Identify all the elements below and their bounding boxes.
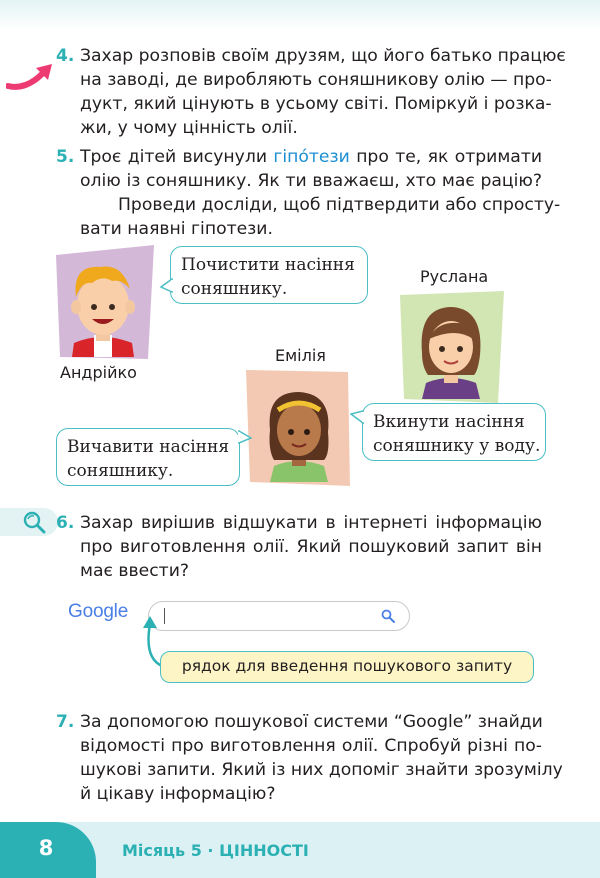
task-text-line: на заводі, де виробляють соняшникову олію — про-	[80, 70, 552, 90]
task-number: 5.	[56, 147, 75, 167]
andriyko-speech-bubble	[170, 246, 368, 304]
task-text-line: й цікаву інформацію?	[80, 784, 276, 804]
glossary-term: гіпо́тези	[273, 147, 350, 167]
task-text-line: олію із соняшнику. Як ти вважаєш, хто має рацію?	[80, 171, 542, 191]
task-number: 6.	[56, 513, 75, 533]
google-logo-text: Google	[68, 601, 129, 622]
task-text-line	[80, 145, 542, 169]
emilia-portrait	[246, 370, 352, 486]
task-number: 4.	[56, 46, 75, 66]
bubble-tail	[238, 430, 252, 446]
search-icon[interactable]	[381, 609, 395, 623]
search-hint-label: рядок для введення пошукового запиту	[160, 651, 534, 683]
andriyko-portrait	[52, 245, 156, 361]
emilia-name: Емілія	[275, 346, 326, 365]
task-6	[56, 511, 542, 583]
task-4	[56, 44, 566, 140]
task-number: 7.	[56, 712, 75, 732]
text-fragment: Троє дітей висунули	[80, 147, 274, 167]
task-text-line: Проведи досліди, щоб підтвердити або спросту-	[118, 195, 561, 215]
andriyko-name: Андрійко	[60, 363, 137, 382]
ruslana-speech-bubble	[362, 403, 546, 461]
search-input[interactable]	[148, 601, 410, 631]
task-text-line: вати наявні гіпотези.	[80, 219, 273, 239]
task-5	[56, 145, 561, 241]
task-text-line: про виготовлення олії. Який пошуковий запит він	[80, 537, 542, 557]
bubble-line: Вкинути насіння	[373, 412, 525, 432]
task-text-line: має ввести?	[80, 561, 189, 581]
ruslana-portrait	[400, 291, 504, 403]
ruslana-name: Руслана	[420, 267, 489, 286]
text-fragment: про те, як отримати	[349, 147, 543, 167]
emilia-speech-bubble	[56, 428, 240, 486]
google-logo	[68, 601, 128, 623]
bubble-line: Вичавити насіння	[67, 437, 230, 457]
task-text-line: дукт, який цінують в усьому світі. Поміркуй і розка-	[80, 94, 552, 114]
task-7	[56, 710, 563, 806]
bubble-line: Почистити насіння	[181, 255, 355, 275]
footer-title: Місяць 5 · ЦІННОСТІ	[122, 841, 309, 860]
page-number: 8	[38, 836, 54, 860]
task-text-line: Захар вирішив відшукати в інтернеті інформацію	[80, 513, 542, 533]
bubble-line: соняшнику.	[181, 279, 288, 299]
top-shade	[0, 0, 600, 30]
bubble-tail	[160, 278, 174, 294]
bubble-line: соняшнику.	[67, 461, 174, 481]
magnifier-icon	[22, 510, 46, 534]
task-text-line: шукові запити. Який із них допоміг знайти зрозумілу	[80, 760, 563, 780]
bubble-line: соняшнику у воду.	[373, 436, 541, 456]
task-text-line: Захар розповів своїм друзям, що його батько працює	[80, 46, 566, 66]
task-text-line: За допомогою пошукової системи “Google” знайди	[80, 712, 543, 732]
task-text-line: відомості про виготовлення олії. Спробуй різні по-	[80, 736, 542, 756]
task-text-line: жи, у чому цінність олії.	[80, 118, 298, 138]
bubble-tail	[350, 410, 364, 426]
pink-arrow-icon	[6, 62, 56, 92]
